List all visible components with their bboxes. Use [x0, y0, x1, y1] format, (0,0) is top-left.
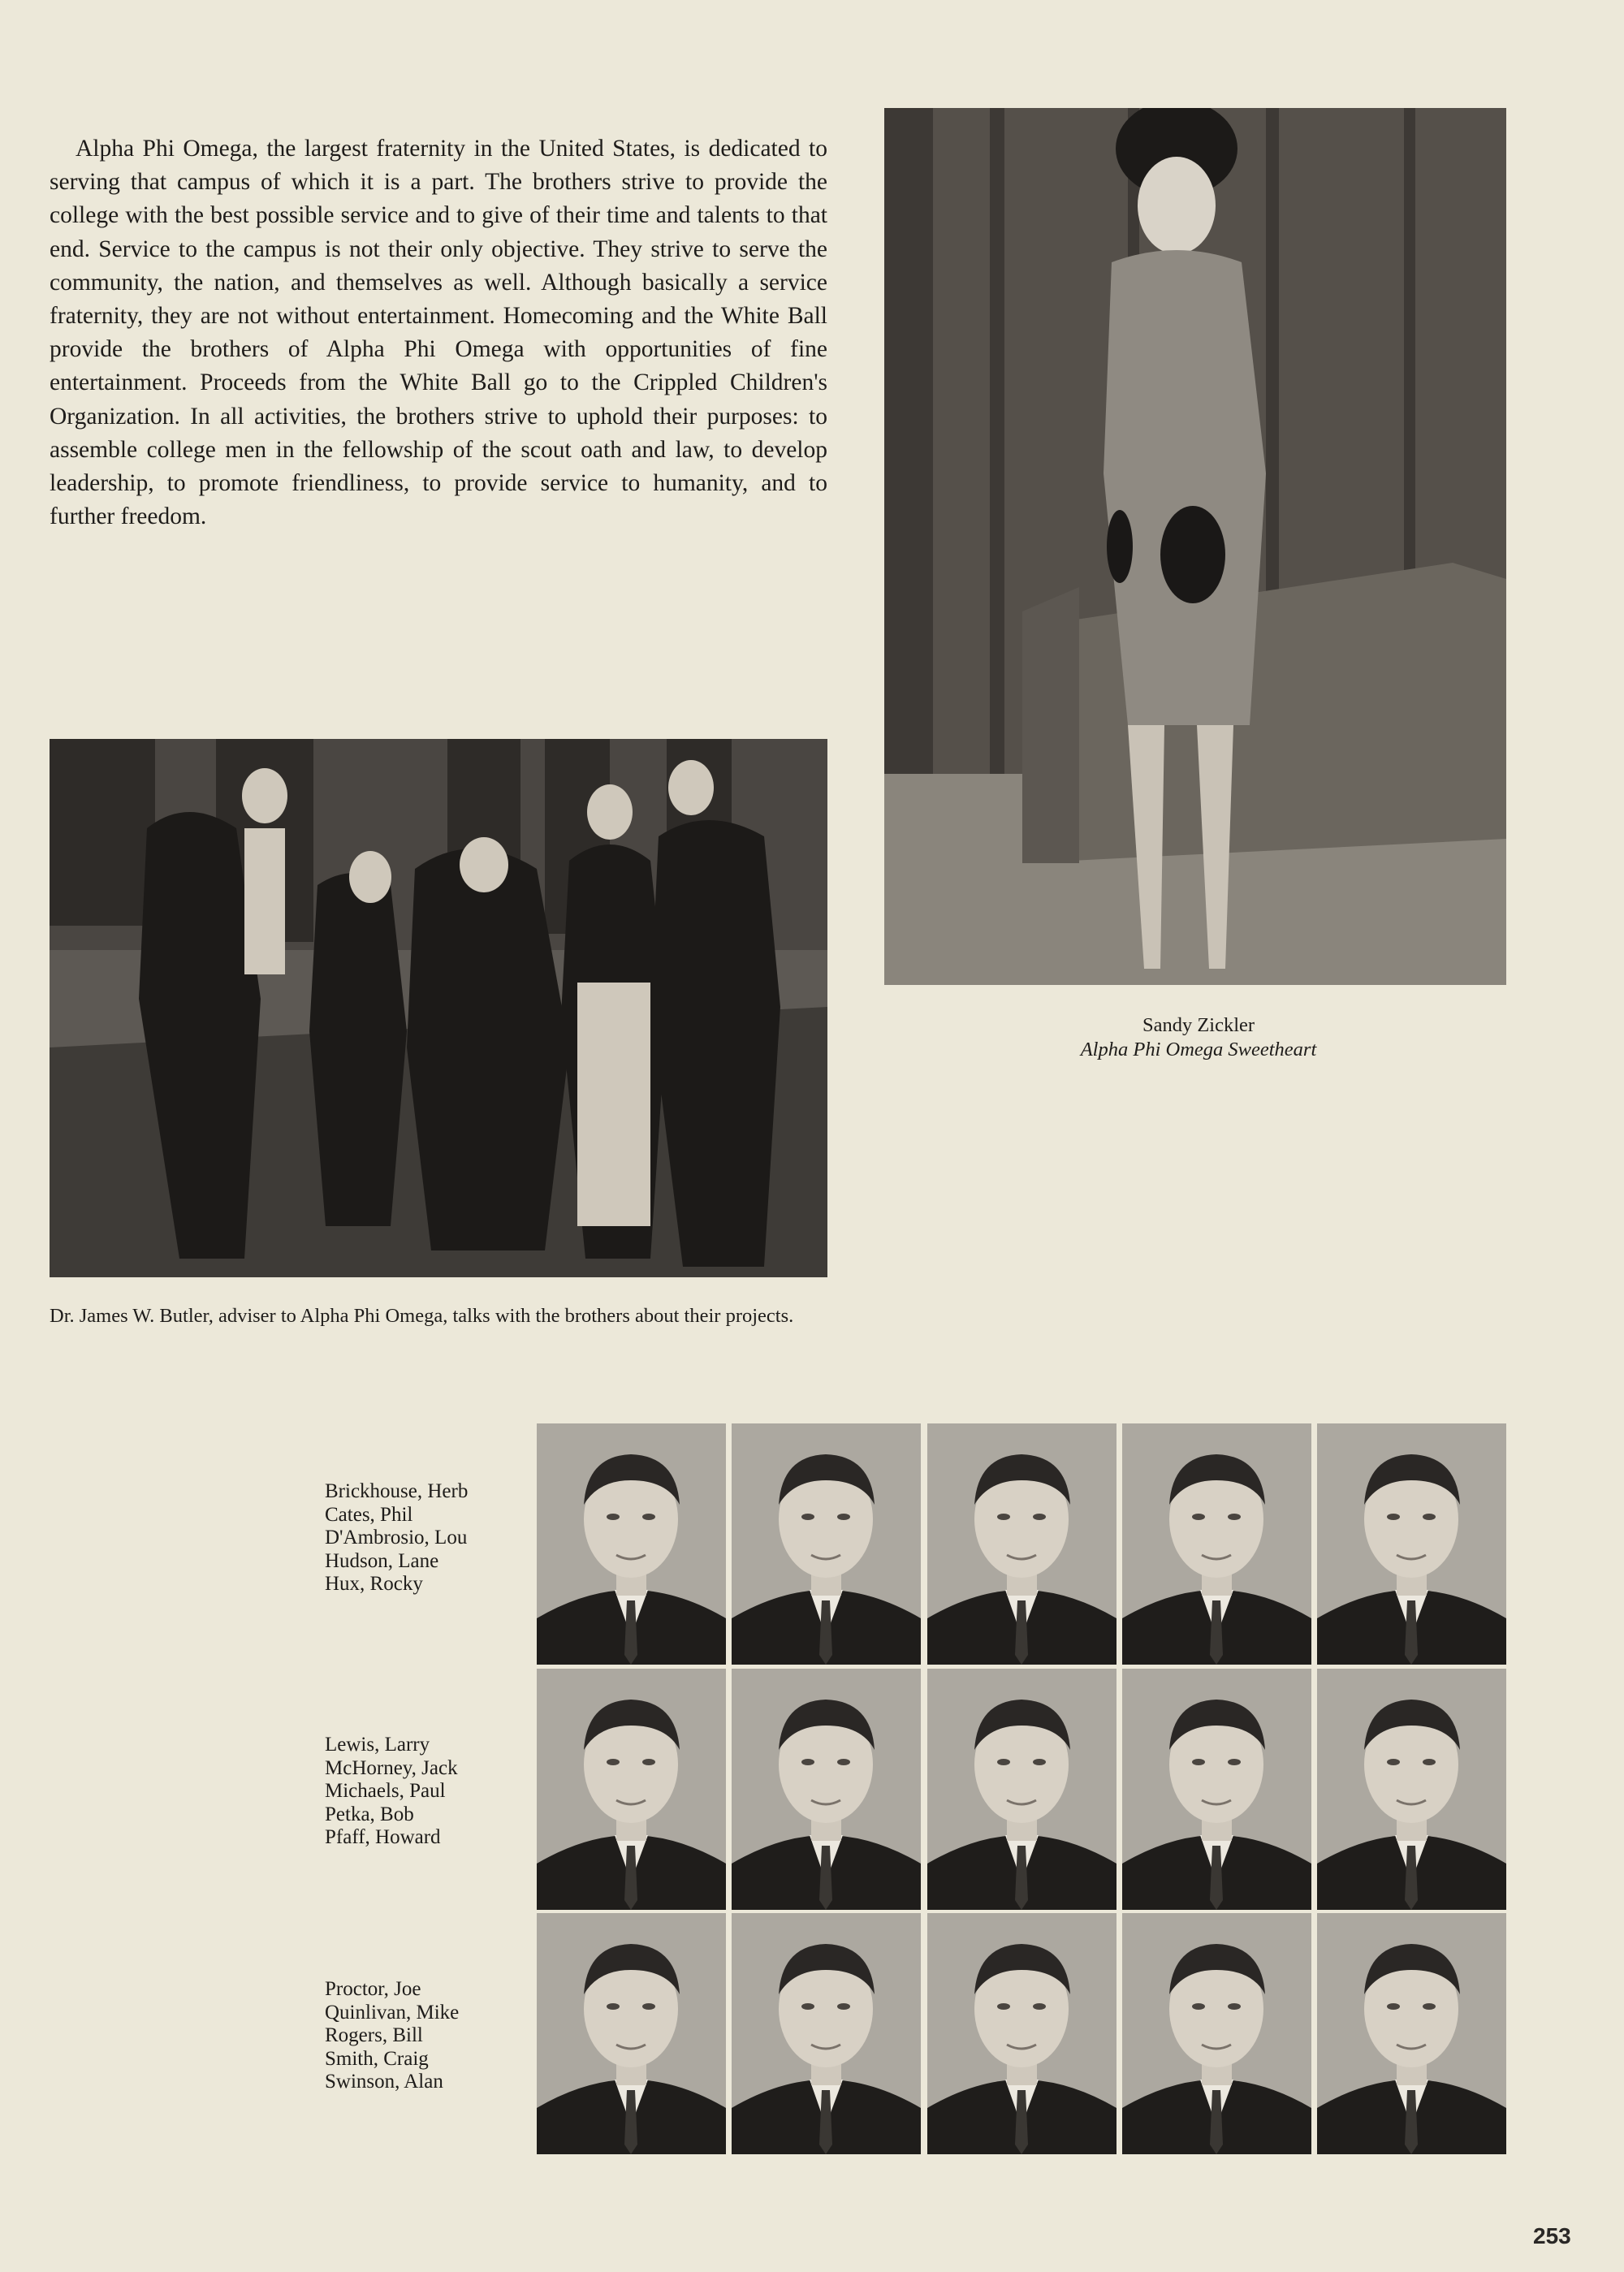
portrait-photo	[537, 1669, 726, 1910]
portrait-photo	[1317, 1913, 1506, 2154]
roster-name: D'Ambrosio, Lou	[325, 1527, 468, 1549]
portrait-photo	[927, 1669, 1116, 1910]
roster-names-row-1	[325, 1480, 520, 1596]
roster-names-row-3	[325, 1978, 520, 2094]
portrait-photo	[1122, 1669, 1311, 1910]
portrait-photo	[732, 1423, 921, 1665]
page-number: 253	[1533, 2223, 1571, 2248]
roster-name: Cates, Phil	[325, 1503, 413, 1526]
portrait-photo	[732, 1913, 921, 2154]
group-photo-caption: Dr. James W. Butler, adviser to Alpha Phi Omega, talks with the brothers about their projects.	[50, 1305, 794, 1327]
roster-name: Brickhouse, Herb	[325, 1480, 469, 1502]
roster-name: Swinson, Alan	[325, 2071, 443, 2093]
roster-name: Hudson, Lane	[325, 1549, 439, 1572]
portrait-photo	[927, 1913, 1116, 2154]
sweetheart-title: Alpha Phi Omega Sweetheart	[1080, 1039, 1317, 1060]
roster-name: Rogers, Bill	[325, 2024, 423, 2046]
roster-names-row-2	[325, 1734, 520, 1850]
group-photo	[50, 739, 827, 1277]
intro-paragraph: Alpha Phi Omega, the largest fraternity in the United States, is dedicated to serving that campus of which it is a part. The brothers strive to provide the college with the best possible service and to give of their time and talents to that end. Service to the campus is not their only objective. They strive to serve the community, the nation, and themselves as well. Although basically a service fraternity, they are not without entertainment. Homecoming and the White Ball provide the brothers of Alpha Phi Omega with opportunities of fine entertainment. Proceeds from the White Ball go to the Crippled Children's Organization. In all activities, the brothers strive to uphold their purposes: to assemble college men in the fellowship of the scout oath and law, to develop leadership, to promote friendliness, to provide service to humanity, and to further freedom.	[50, 136, 827, 530]
roster-name: Smith, Craig	[325, 2047, 429, 2070]
portrait-photo	[537, 1913, 726, 2154]
sweetheart-photo	[884, 108, 1506, 985]
sweetheart-name: Sandy Zickler	[1142, 1014, 1255, 1036]
portrait-photo	[927, 1423, 1116, 1665]
roster-name: Quinlivan, Mike	[325, 2001, 460, 2024]
roster-name: Proctor, Joe	[325, 1978, 421, 2000]
portrait-photo	[1317, 1669, 1506, 1910]
portrait-photo	[1317, 1423, 1506, 1665]
portrait-photo	[537, 1423, 726, 1665]
portrait-photo	[732, 1669, 921, 1910]
roster-name: Michaels, Paul	[325, 1780, 446, 1802]
roster-name: Pfaff, Howard	[325, 1826, 441, 1848]
portrait-photo	[1122, 1913, 1311, 2154]
roster-name: Petka, Bob	[325, 1803, 414, 1825]
roster-name: Lewis, Larry	[325, 1734, 430, 1756]
portrait-photo	[1122, 1423, 1311, 1665]
roster-name: Hux, Rocky	[325, 1573, 423, 1595]
roster-name: McHorney, Jack	[325, 1756, 458, 1779]
